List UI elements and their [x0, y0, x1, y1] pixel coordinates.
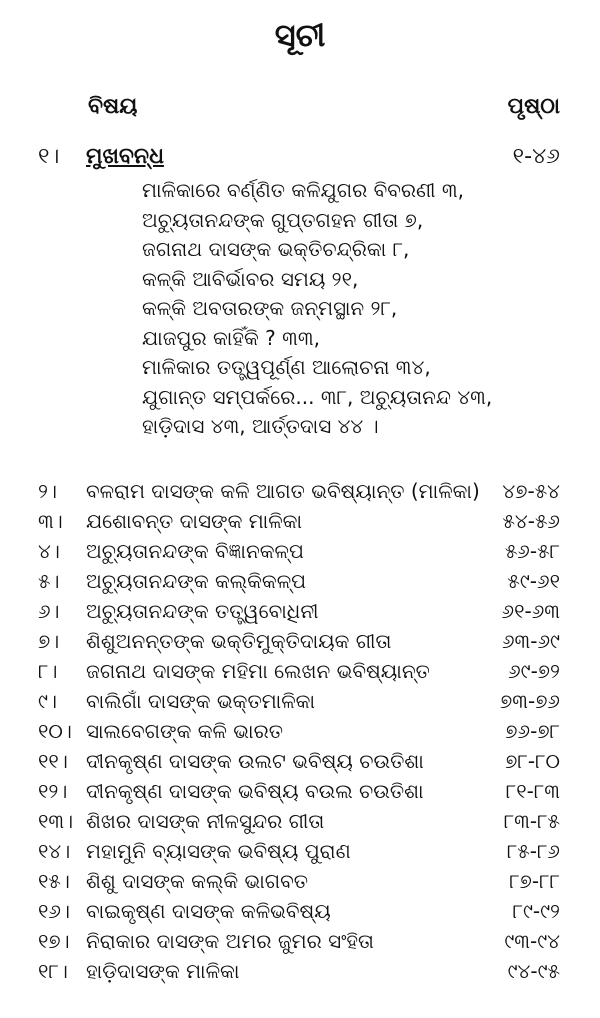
entry-title: ବାଇକୃଷ୍ଣ ଦାସଙ୍କ କଳିଭବିଷ୍ୟ — [86, 899, 331, 923]
entry-pages: ୯୩-୯୪ — [504, 929, 560, 953]
entry-pages: ୬୯-୭୨ — [508, 659, 560, 683]
toc-entry — [0, 806, 600, 836]
summary-line: ଅଚ୍ୟୁତାନନ୍ଦଙ୍କ ଗୁପ୍ତଗହନ ଗୀତା ୭, — [142, 207, 424, 232]
summary-line: କଳ୍କି ଆବିର୍ଭାବର ସମୟ ୨୧, — [142, 266, 359, 291]
entry-title: ନିରାକାର ଦାସଙ୍କ ଅମର ଜୁମର ସଂହିତା — [86, 929, 374, 953]
summary-line: ଯାଜପୁର କାହିଁକି ? ୩୩, — [142, 325, 320, 350]
entry-pages: ୭୮-୮୦ — [505, 749, 560, 773]
entry-title: ଅଚ୍ୟୁତାନନ୍ଦଙ୍କ ବିଜ୍ଞାନକଳ୍ପ — [86, 539, 304, 563]
entry-number: ୧୪। — [38, 839, 71, 863]
entry-title: ମୁଖବନ୍ଧ — [86, 144, 164, 169]
entry-pages: ୧-୪୬ — [512, 144, 560, 169]
entry-number: ୯। — [38, 689, 57, 713]
entry-pages: ୬୩-୬୯ — [502, 629, 560, 653]
toc-entry — [0, 746, 600, 776]
entry-number: ୮। — [38, 659, 58, 683]
entry-pages: ୮୫-୮୬ — [506, 839, 560, 863]
entry-pages: ୫୯-୬୧ — [507, 569, 560, 593]
toc-entry — [0, 476, 600, 506]
summary-line: ହାଡ଼ିଦାସ ୪୩, ଆର୍ତ୍ତଦାସ ୪୪ । — [142, 414, 379, 438]
entry-number: ୧୦। — [38, 719, 72, 743]
entry-pages: ୫୪-୫୬ — [502, 509, 560, 533]
entry-pages: ୬୧-୬୩ — [501, 599, 560, 623]
entry-number: ୧୮। — [38, 959, 68, 983]
summary-line: ଯୁଗାନ୍ତ ସମ୍ପର୍କରେ... ୩୮, ଅଚ୍ୟୁତାନନ୍ଦ ୪୩, — [142, 384, 493, 409]
toc-entry — [0, 926, 600, 956]
summary-line: କଳ୍କି ଅବତାରଙ୍କ ଜନ୍ମସ୍ଥାନ ୨୮, — [142, 296, 398, 320]
entry-pages: ୮୯-୯୨ — [512, 899, 560, 923]
toc-entry — [0, 956, 600, 986]
entry-title: ହାଡ଼ିଦାସଙ୍କ ମାଳିକା — [86, 959, 240, 983]
entry-pages: ୮୧-୮୩ — [505, 779, 560, 803]
entry-number: ୧୧। — [38, 749, 68, 773]
toc-entry — [0, 506, 600, 536]
entry-number: ୨। — [38, 479, 57, 503]
page-column-header: ପୃଷ୍ଠା — [507, 94, 560, 119]
summary-line: ମାଳିକାର ତତ୍ତ୍ୱପୂର୍ଣ୍ଣ ଆଲୋଚନା ୩୪, — [142, 355, 431, 379]
entry-pages: ୪୭-୫୪ — [502, 479, 560, 503]
toc-entry — [0, 626, 600, 656]
subject-column-header: ବିଷୟ — [88, 94, 138, 119]
entry-number: ୧୩। — [38, 809, 74, 833]
toc-entry — [0, 596, 600, 626]
entry-pages: ୭୩-୭୬ — [500, 689, 560, 713]
entry-title: ସାଲବେଗଙ୍କ କଳି ଭାରତ — [86, 719, 284, 743]
entry-title: ଅଚ୍ୟୁତାନନ୍ଦଙ୍କ ତତ୍ତ୍ୱବୋଧିନୀ — [86, 599, 319, 623]
toc-entry — [0, 656, 600, 686]
page-title: ସୂଚୀ — [274, 16, 326, 54]
entry-pages: ୫୬-୫୮ — [504, 539, 560, 563]
entry-title: ଯଶୋବନ୍ତ ଦାସଙ୍କ ମାଳିକା — [86, 509, 303, 533]
entry-number: ୧୭। — [38, 929, 70, 953]
entry-number: ୧୫। — [38, 869, 70, 893]
entry-title: ଶିଶୁଅନନ୍ତଙ୍କ ଭକ୍ତିମୁକ୍ତିଦାୟକ ଗୀତା — [86, 629, 392, 653]
entry-title: ଶିଶୁ ଦାସଙ୍କ କଲ୍କି ଭାଗବତ — [86, 869, 309, 893]
entry-pages: ୮୩-୮୫ — [503, 809, 560, 833]
toc-entry — [0, 716, 600, 746]
entry-number: ୧୬। — [38, 899, 70, 923]
entry-title: ମହାମୁନି ବ୍ୟାସଙ୍କ ଭବିଷ୍ୟ ପୁରାଣ — [86, 839, 351, 863]
summary-line: ମାଳିକାରେ ବର୍ଣ୍ଣିତ କଳିଯୁଗର ବିବରଣୀ ୩, — [142, 178, 464, 202]
entry-number: ୩। — [38, 509, 63, 533]
entry-pages: ୭୬-୭୮ — [505, 719, 560, 743]
entry-title: ଦୀନକୃଷ୍ଣ ଦାସଙ୍କ ଭବିଷ୍ୟ ବଉଲ ଚଉତିଶା — [86, 779, 424, 803]
toc-entry — [0, 866, 600, 896]
toc-entry-preface — [0, 144, 600, 176]
entry-number: ୫। — [38, 569, 60, 593]
entry-number: ୧୨। — [38, 779, 68, 803]
entry-title: ବଳରାମ ଦାସଙ୍କ କଳି ଆଗତ ଭବିଷ୍ୟାନ୍ତ (ମାଳିକା) — [86, 479, 480, 503]
toc-entry — [0, 896, 600, 926]
entry-pages: ୮୭-୮୮ — [509, 869, 560, 893]
entry-title: ଅଚ୍ୟୁତାନନ୍ଦଙ୍କ କଲ୍କିକଳ୍ପ — [86, 569, 307, 593]
toc-entry — [0, 776, 600, 806]
toc-entry — [0, 536, 600, 566]
entry-number: ୧। — [38, 144, 60, 169]
entry-number: ୪। — [38, 539, 60, 563]
entry-title: ଦୀନକୃଷ୍ଣ ଦାସଙ୍କ ଉଲଟ ଭବିଷ୍ୟ ଚଉତିଶା — [86, 749, 424, 773]
preface-summary — [142, 176, 542, 442]
toc-entry — [0, 566, 600, 596]
entry-title: ଜଗନାଥ ଦାସଙ୍କ ମହିମା ଲେଖନ ଭବିଷ୍ୟାନ୍ତ — [86, 659, 430, 683]
entry-title: ଶିଖର ଦାସଙ୍କ ନୀଳସୁନ୍ଦର ଗୀତା — [86, 809, 325, 833]
entry-pages: ୯୪-୯୫ — [507, 959, 560, 983]
entry-number: ୬। — [38, 599, 60, 623]
toc-entry — [0, 836, 600, 866]
summary-line: ଜଗନାଥ ଦାସଙ୍କ ଭକ୍ତିଚନ୍ଦ୍ରିକା ୮, — [142, 237, 410, 261]
entry-number: ୭। — [38, 629, 60, 653]
entry-title: ବାଲିଗାଁ ଦାସଙ୍କ ଭକ୍ତମାଳିକା — [86, 689, 316, 713]
toc-list — [0, 476, 600, 986]
toc-entry — [0, 686, 600, 716]
